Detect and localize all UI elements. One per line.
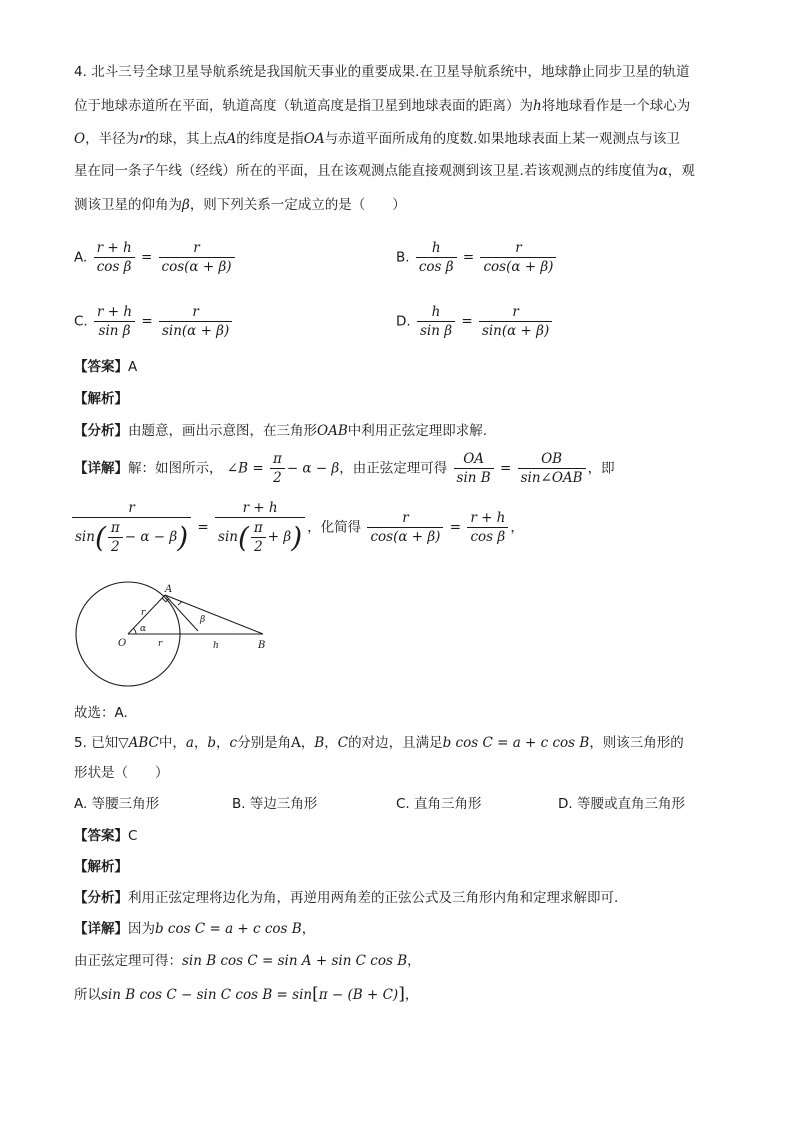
q4-line-3: O，半径为r的球，其上点A的纬度是指OA与赤道平面所成角的度数.如果地球表面上某一观测点与该卫: [74, 131, 680, 147]
label-r-OA: r: [141, 608, 146, 618]
label-A: A: [165, 584, 173, 595]
q4-analysis-heading: 【解析】: [74, 391, 128, 407]
q4-option-a[interactable]: A. $\frac{r + h}{\text{cos β}}$ = $\frac{r}{\cos(\alpha + \beta)}$: [74, 240, 237, 275]
label-O: O: [118, 638, 127, 649]
q4-line-4: 星在同一条子午线（经线）所在的平面，且在该观测点能直接观测到该卫星.若该观测点的纬度值为α，观: [74, 163, 695, 179]
label-alpha: α: [140, 624, 147, 634]
q4-number: 4.: [74, 64, 87, 80]
q5-option-b[interactable]: B. 等边三角形: [232, 796, 318, 812]
alpha-arc: [133, 628, 136, 634]
q5-option-d[interactable]: D. 等腰或直角三角形: [558, 796, 685, 812]
label-h: h: [213, 641, 219, 651]
q4-line-1: 4. 北斗三号全球卫星导航系统是我国航天事业的重要成果.在卫星导航系统中，地球静止同步卫星的轨道: [74, 64, 690, 80]
q5-line-2: 形状是（ ）: [74, 765, 169, 781]
q5-fenxi: 【分析】利用正弦定理将边化为角，再逆用两角差的正弦公式及三角形内角和定理求解即可.: [74, 890, 619, 906]
beta-arc: [178, 601, 182, 605]
label-beta: β: [200, 615, 206, 625]
q5-number: 5.: [74, 735, 87, 751]
geometry-diagram: [70, 580, 280, 700]
q5-line-1: 5. 已知▽ABC中，a，b，c分别是角A，B，C的对边，且满足b cos C = a + c cos B，则该三角形的: [74, 735, 684, 751]
q5-option-a[interactable]: A. 等腰三角形: [74, 796, 160, 812]
q4-detail-line-2: r sin( $\frac{\pi}{2}$ − α − β) = r + h sin( $\frac{\pi}{2}$ + β) ，化简得 $\frac{r}{\cos(\alpha + \beta)}$ = $\frac{r + h}{\text{cos β}}$ ，: [70, 500, 524, 555]
q4-selection: 故选：A.: [74, 705, 128, 721]
q4-option-d[interactable]: D. $\frac{h}{\text{sin β}}$ = $\frac{r}{\sin(\alpha + \beta)}$: [396, 304, 554, 339]
q4-line-5: 测该卫星的仰角为β，则下列关系一定成立的是（ ）: [74, 197, 406, 213]
q5-analysis-heading: 【解析】: [74, 859, 128, 875]
q4-fenxi: 【分析】由题意，画出示意图，在三角形OAB中利用正弦定理即求解.: [74, 423, 488, 439]
q5-answer: 【答案】C: [74, 828, 138, 844]
q5-detail-line-3: 所以sin B cos C − sin C cos B = sin[π − (B + C)]，: [74, 984, 419, 1004]
q4-option-c[interactable]: C. $\frac{r + h}{\text{sin β}}$ = $\frac{r}{\sin(\alpha + \beta)}$: [74, 304, 234, 339]
label-r-OB: r: [158, 639, 163, 649]
q4-option-b[interactable]: B. $\frac{h}{\text{cos β}}$ = $\frac{r}{\cos(\alpha + \beta)}$: [396, 240, 558, 275]
q4-detail-line-1: 【详解】解：如图所示， ∠B = $\frac{\pi}{2}$ − α − β，由正弦定理可得 $\frac{OA}{\text{sin B}}$ = $\frac{OB}{\text{sin∠OAB}}$ ，即: [74, 451, 615, 486]
q4-answer: 【答案】A: [74, 359, 138, 375]
label-B: B: [258, 640, 266, 651]
q4-line-2: 位于地球赤道所在平面，轨道高度（轨道高度是指卫星到地球表面的距离）为h将地球看作是一个球心为: [74, 98, 691, 114]
q5-detail-line-2: 由正弦定理可得：sin B cos C = sin A + sin C cos B，: [74, 953, 421, 969]
tangent-line: [165, 595, 198, 631]
q5-option-c[interactable]: C. 直角三角形: [396, 796, 482, 812]
q5-detail-line-1: 【详解】因为b cos C = a + c cos B，: [74, 921, 316, 937]
